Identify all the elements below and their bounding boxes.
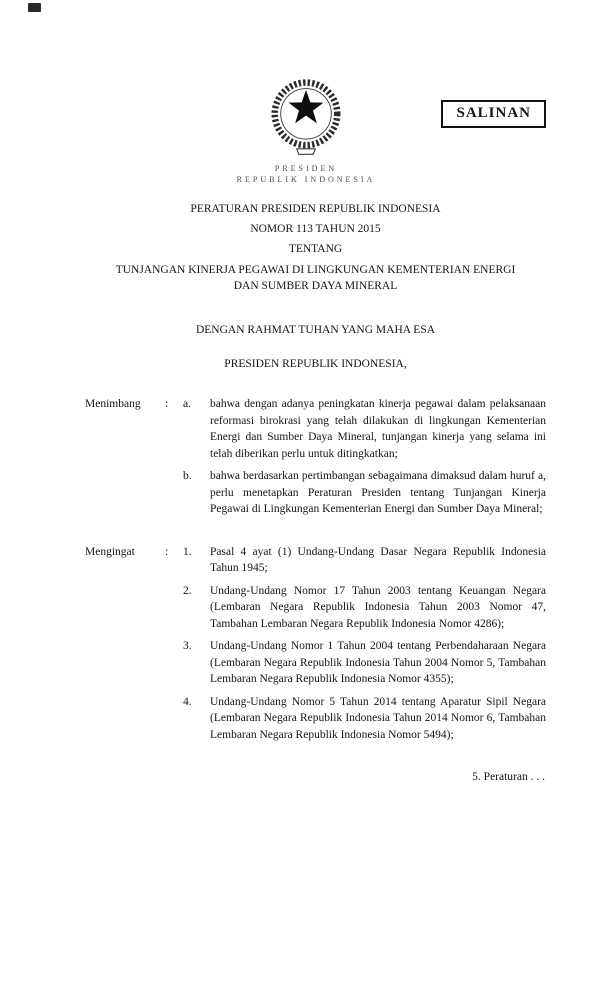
document-body — [85, 202, 546, 786]
scan-artifact — [28, 3, 41, 12]
doc-title: PERATURAN PRESIDEN REPUBLIK INDONESIA — [190, 203, 441, 215]
letterhead-presiden: PRESIDEN — [274, 164, 338, 173]
clause-marker: 3. — [183, 640, 192, 652]
clause-marker: 4. — [183, 695, 192, 708]
clause-text: bahwa dengan adanya peningkatan kinerja pegawai dalam pelaksanaan reformasi birokrasi yang telah dilakukan di lingkungan Kementerian Energi dan Sumber Daya Mineral, tunjangan kinerja yang selama ini telah diberikan perlu untuk ditingkatkan; — [210, 398, 546, 460]
clause-row — [85, 468, 546, 518]
tentang-label: TENTANG — [288, 243, 343, 255]
clause-colon: : — [165, 398, 169, 410]
clause-row — [85, 544, 546, 577]
page-catchword: 5. Peraturan . . . — [472, 771, 545, 783]
clause-text: Pasal 4 ayat (1) Undang-Undang Dasar Negara Republik Indonesia Tahun 1945; — [210, 545, 546, 574]
invocation-line: DENGAN RAHMAT TUHAN YANG MAHA ESA — [195, 324, 436, 336]
clause-row — [85, 396, 546, 462]
doc-subject: TUNJANGAN KINERJA PEGAWAI DI LINGKUNGAN KEMENTERIAN ENERGI DAN SUMBER DAYA MINERAL — [115, 264, 516, 292]
clause-label: Menimbang — [85, 398, 141, 410]
title-block — [85, 202, 546, 294]
letterhead-republik-indonesia: REPUBLIK INDONESIA — [236, 175, 376, 184]
clause-marker: a. — [183, 398, 191, 410]
clause-marker: b. — [183, 470, 192, 482]
section-mengingat — [85, 544, 546, 744]
doc-number: NOMOR 113 TAHUN 2015 — [250, 223, 381, 235]
authority-line: PRESIDEN REPUBLIK INDONESIA, — [224, 357, 407, 370]
clause-row — [85, 638, 546, 688]
clause-text: Undang-Undang Nomor 17 Tahun 2003 tentang Keuangan Negara (Lembaran Negara Republik Indonesia Tahun 2003 Nomor 47, Tambahan Lembaran Negara Republik Indonesia Nomor 4286); — [210, 584, 546, 630]
clause-text: Undang-Undang Nomor 5 Tahun 2014 tentang Aparatur Sipil Negara (Lembaran Negara Republik Indonesia Tahun 2014 Nomor 6, Tambahan Lembaran Negara Republik Indonesia Nomor 5494); — [210, 695, 546, 741]
clauses — [85, 396, 546, 743]
section-menimbang — [85, 396, 546, 518]
clause-marker: 1. — [183, 545, 192, 558]
national-emblem-icon — [260, 66, 352, 158]
salinan-stamp — [441, 100, 546, 128]
letterhead — [0, 163, 612, 185]
clause-text: bahwa berdasarkan pertimbangan sebagaimana dimaksud dalam huruf a, perlu menetapkan Peraturan Presiden tentang Tunjangan Kinerja Pegawai di Lingkungan Kementerian Energi dan Sumber Daya Mineral; — [210, 470, 546, 515]
clause-colon: : — [165, 545, 169, 558]
clause-label: Mengingat — [85, 545, 135, 558]
clause-row — [85, 694, 546, 744]
salinan-stamp-label: SALINAN — [456, 105, 531, 121]
clause-row — [85, 583, 546, 633]
clause-marker: 2. — [183, 584, 192, 597]
clause-text: Undang-Undang Nomor 1 Tahun 2004 tentang Perbendaharaan Negara (Lembaran Negara Republik Indonesia Tahun 2004 Nomor 5, Tambahan Lembaran Negara Republik Indonesia Nomor 4355); — [210, 640, 546, 685]
